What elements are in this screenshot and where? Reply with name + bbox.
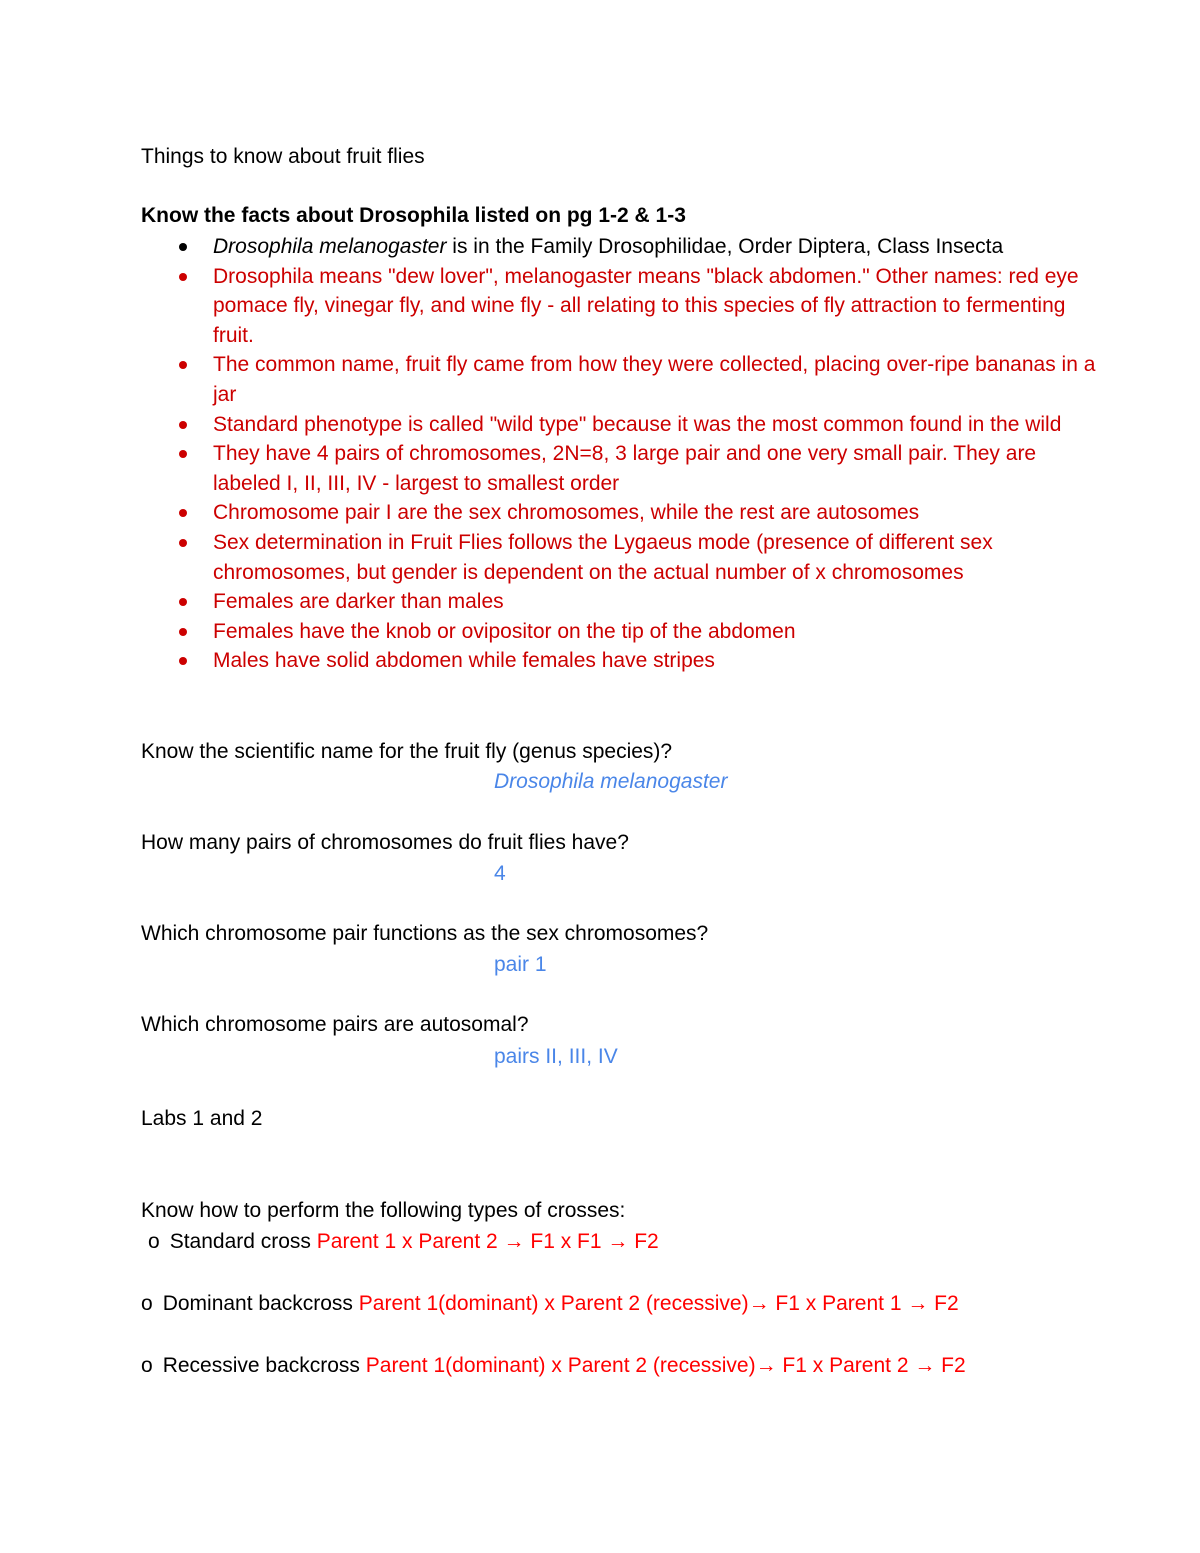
facts-list xyxy=(141,232,1101,676)
bullet-icon xyxy=(179,243,187,251)
bullet-icon xyxy=(179,598,187,606)
cross-label: Recessive backcross xyxy=(162,1354,366,1377)
bullet-icon xyxy=(179,509,187,517)
list-item xyxy=(141,439,1101,498)
answer-autosomal: pairs II, III, IV xyxy=(494,1045,618,1068)
list-item-text: Females have the knob or ovipositor on the tip of the abdomen xyxy=(213,619,796,643)
list-item-text: Standard phenotype is called "wild type" because it was the most common found in the wild xyxy=(213,412,1062,436)
list-item xyxy=(141,410,1101,440)
question-chromosome-pairs: How many pairs of chromosomes do fruit flies have? xyxy=(141,831,629,854)
circle-bullet-icon: o xyxy=(148,1230,160,1253)
bullet-icon xyxy=(179,539,187,547)
list-item xyxy=(141,498,1101,528)
answer-chromosome-pairs: 4 xyxy=(494,862,506,885)
question-sex-chromosomes: Which chromosome pair functions as the sex chromosomes? xyxy=(141,922,709,945)
list-item-text: Sex determination in Fruit Flies follows the Lygaeus mode (presence of different sex chromosomes, but gender is dependent on the actual number of x chromosomes xyxy=(213,530,993,584)
cross-label: Dominant backcross xyxy=(162,1292,359,1315)
species-name: Drosophila melanogaster xyxy=(213,235,447,258)
document-title: Things to know about fruit flies xyxy=(141,145,425,168)
list-item-text: Chromosome pair I are the sex chromosomes, while the rest are autosomes xyxy=(213,501,920,525)
facts-heading: Know the facts about Drosophila listed on pg 1-2 & 1-3 xyxy=(141,204,686,227)
list-item-text: is in the Family Drosophilidae, Order Diptera, Class Insecta xyxy=(446,235,1004,258)
list-item xyxy=(141,232,1101,262)
circle-bullet-icon: o xyxy=(141,1292,153,1315)
list-item-text: The common name, fruit fly came from how they were collected, placing over-ripe bananas in a jar xyxy=(213,353,1096,406)
question-scientific-name: Know the scientific name for the fruit fly (genus species)? xyxy=(141,740,673,763)
cross-standard xyxy=(148,1228,659,1256)
bullet-icon xyxy=(179,450,187,458)
crosses-intro: Know how to perform the following types of crosses: xyxy=(141,1199,626,1222)
cross-formula: Parent 1(dominant) x Parent 2 (recessive)→ F1 x Parent 1 → F2 xyxy=(358,1292,959,1315)
cross-recessive-backcross xyxy=(141,1352,966,1380)
bullet-icon xyxy=(179,273,187,281)
labs-heading: Labs 1 and 2 xyxy=(141,1107,263,1130)
list-item-text: Males have solid abdomen while females have stripes xyxy=(213,649,715,673)
list-item xyxy=(141,617,1101,647)
list-item xyxy=(141,587,1101,617)
bullet-icon xyxy=(179,628,187,636)
cross-dominant-backcross xyxy=(141,1290,959,1318)
list-item xyxy=(141,528,1101,587)
cross-formula: Parent 1 x Parent 2 → F1 x F1 → F2 xyxy=(316,1230,659,1253)
list-item xyxy=(141,350,1101,409)
list-item xyxy=(141,262,1101,351)
bullet-icon xyxy=(179,421,187,429)
answer-scientific-name: Drosophila melanogaster xyxy=(494,770,728,793)
list-item-text: Drosophila means "dew lover", melanogaster means "black abdomen." Other names: red eye pomace fly, vinegar fly, and wine fly - all relating to this species of fly attraction to fermenting fruit. xyxy=(213,264,1079,347)
cross-label: Standard cross xyxy=(169,1230,317,1253)
list-item-text: Females are darker than males xyxy=(213,590,504,614)
bullet-icon xyxy=(179,361,187,369)
list-item xyxy=(141,646,1101,676)
bullet-icon xyxy=(179,657,187,665)
circle-bullet-icon: o xyxy=(141,1354,153,1377)
question-autosomal: Which chromosome pairs are autosomal? xyxy=(141,1013,529,1036)
answer-sex-chromosomes: pair 1 xyxy=(494,953,547,976)
cross-formula: Parent 1(dominant) x Parent 2 (recessive)→ F1 x Parent 2 → F2 xyxy=(365,1354,966,1377)
list-item-text: They have 4 pairs of chromosomes, 2N=8, 3 large pair and one very small pair. They are labeled I, II, III, IV - largest to smallest order xyxy=(213,442,1037,495)
